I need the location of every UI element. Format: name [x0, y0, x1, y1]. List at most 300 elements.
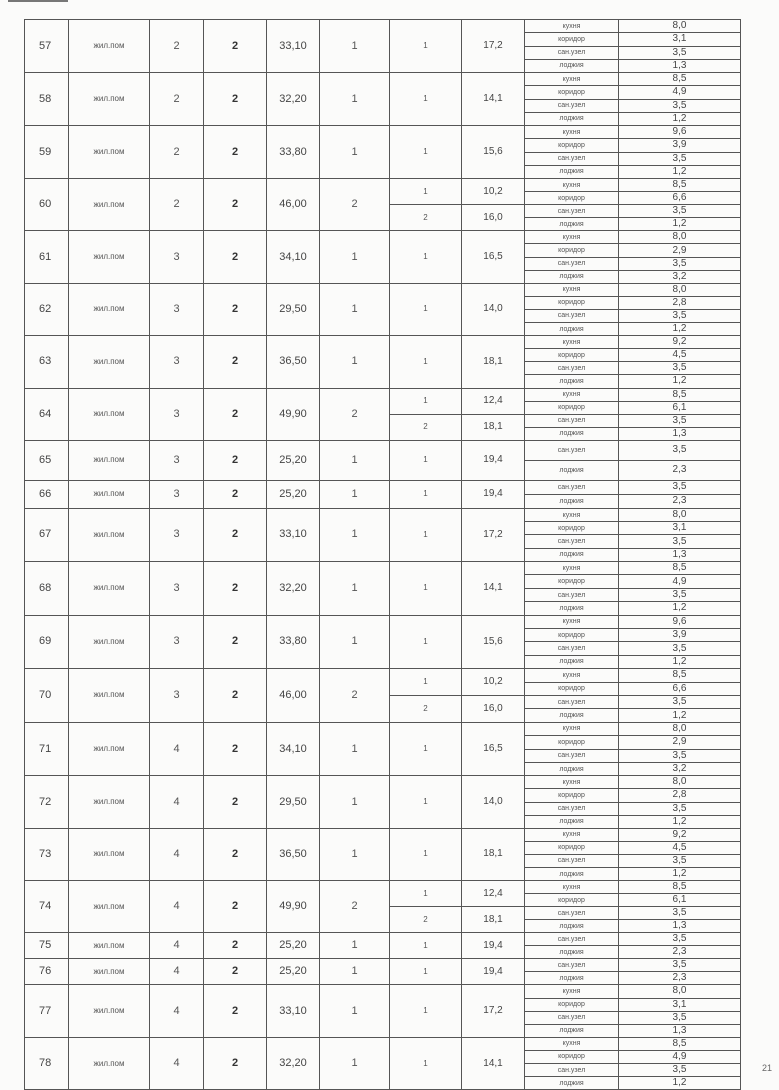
auxiliary-room-name: кухня — [525, 336, 619, 349]
premises-type: жил.пом — [69, 480, 150, 508]
column-4-value: 2 — [204, 881, 267, 933]
apartment-number: 65 — [25, 440, 69, 480]
apartment-number: 78 — [25, 1037, 69, 1089]
premises-type: жил.пом — [69, 126, 150, 179]
auxiliary-room-name: сан.узел — [525, 802, 619, 815]
auxiliary-room-area: 4,9 — [619, 86, 741, 99]
living-room-area: 17,2 — [462, 508, 525, 561]
living-room-area: 16,5 — [462, 231, 525, 283]
auxiliary-room-area: 9,2 — [619, 828, 741, 841]
room-count: 2 — [320, 669, 390, 723]
auxiliary-room-area: 1,2 — [619, 815, 741, 828]
table-row — [25, 669, 741, 682]
table-row — [25, 388, 741, 401]
room-count: 1 — [320, 828, 390, 880]
auxiliary-room-name: лоджия — [525, 165, 619, 178]
total-area: 46,00 — [267, 179, 320, 231]
auxiliary-room-area: 4,9 — [619, 575, 741, 588]
auxiliary-room-name: сан.узел — [525, 749, 619, 762]
total-area: 25,20 — [267, 959, 320, 985]
living-room-area: 19,4 — [462, 959, 525, 985]
living-room-number: 1 — [390, 669, 462, 696]
table-row — [25, 776, 741, 789]
floor: 4 — [150, 959, 204, 985]
living-room-area: 17,2 — [462, 20, 525, 73]
apartment-number: 59 — [25, 126, 69, 179]
table-row — [25, 959, 741, 972]
premises-type: жил.пом — [69, 722, 150, 776]
room-count: 1 — [320, 440, 390, 480]
auxiliary-room-name: кухня — [525, 388, 619, 401]
auxiliary-room-area: 3,5 — [619, 588, 741, 601]
auxiliary-room-area: 8,0 — [619, 508, 741, 521]
premises-type: жил.пом — [69, 985, 150, 1037]
auxiliary-room-name: сан.узел — [525, 1011, 619, 1024]
auxiliary-room-area: 3,5 — [619, 933, 741, 946]
total-area: 32,20 — [267, 1037, 320, 1089]
floor: 3 — [150, 508, 204, 561]
auxiliary-room-area: 8,0 — [619, 985, 741, 998]
living-room-area: 15,6 — [462, 615, 525, 669]
premises-type: жил.пом — [69, 881, 150, 933]
auxiliary-room-name: коридор — [525, 629, 619, 642]
auxiliary-room-name: коридор — [525, 244, 619, 257]
floor: 3 — [150, 669, 204, 723]
auxiliary-room-area: 8,5 — [619, 562, 741, 575]
living-room-number: 2 — [390, 907, 462, 933]
room-count: 2 — [320, 179, 390, 231]
auxiliary-room-area: 2,9 — [619, 244, 741, 257]
auxiliary-room-area: 1,3 — [619, 59, 741, 72]
floor: 4 — [150, 985, 204, 1037]
auxiliary-room-area: 3,1 — [619, 998, 741, 1011]
floor: 3 — [150, 562, 204, 616]
auxiliary-room-area: 1,3 — [619, 427, 741, 440]
page-number: 21 — [762, 1063, 773, 1073]
total-area: 33,10 — [267, 20, 320, 73]
room-count: 2 — [320, 881, 390, 933]
auxiliary-room-name: кухня — [525, 881, 619, 894]
auxiliary-room-area: 8,5 — [619, 669, 741, 682]
auxiliary-room-area: 1,2 — [619, 375, 741, 388]
living-room-number: 1 — [390, 959, 462, 985]
living-room-number: 1 — [390, 776, 462, 828]
auxiliary-room-name: сан.узел — [525, 854, 619, 867]
column-4-value: 2 — [204, 669, 267, 723]
floor: 2 — [150, 126, 204, 179]
apartment-number: 67 — [25, 508, 69, 561]
table-row — [25, 881, 741, 894]
auxiliary-room-name: сан.узел — [525, 46, 619, 59]
premises-type: жил.пом — [69, 776, 150, 828]
auxiliary-room-area: 3,5 — [619, 1011, 741, 1024]
living-room-number: 1 — [390, 933, 462, 959]
living-room-number: 1 — [390, 508, 462, 561]
table-row — [25, 283, 741, 296]
column-4-value: 2 — [204, 231, 267, 283]
auxiliary-room-name: коридор — [525, 86, 619, 99]
total-area: 34,10 — [267, 722, 320, 776]
apartment-number: 66 — [25, 480, 69, 508]
floor: 3 — [150, 231, 204, 283]
auxiliary-room-area: 8,0 — [619, 722, 741, 735]
column-4-value: 2 — [204, 283, 267, 335]
total-area: 36,50 — [267, 336, 320, 388]
apartments-table — [24, 19, 741, 1090]
apartment-number: 60 — [25, 179, 69, 231]
premises-type: жил.пом — [69, 562, 150, 616]
room-count: 1 — [320, 73, 390, 126]
apartment-number: 61 — [25, 231, 69, 283]
living-room-area: 12,4 — [462, 881, 525, 907]
column-4-value: 2 — [204, 562, 267, 616]
living-room-number: 1 — [390, 283, 462, 335]
room-count: 1 — [320, 776, 390, 828]
auxiliary-room-area: 8,0 — [619, 776, 741, 789]
living-room-area: 14,1 — [462, 73, 525, 126]
premises-type: жил.пом — [69, 959, 150, 985]
auxiliary-room-name: лоджия — [525, 602, 619, 615]
auxiliary-room-area: 3,5 — [619, 749, 741, 762]
scan-edge-line — [8, 0, 68, 2]
floor: 3 — [150, 388, 204, 440]
floor: 3 — [150, 336, 204, 388]
premises-type: жил.пом — [69, 388, 150, 440]
auxiliary-room-name: сан.узел — [525, 959, 619, 972]
total-area: 36,50 — [267, 828, 320, 880]
living-room-number: 1 — [390, 615, 462, 669]
auxiliary-room-name: коридор — [525, 841, 619, 854]
living-room-number: 1 — [390, 480, 462, 508]
column-4-value: 2 — [204, 1037, 267, 1089]
living-room-area: 18,1 — [462, 907, 525, 933]
total-area: 34,10 — [267, 231, 320, 283]
auxiliary-room-name: сан.узел — [525, 480, 619, 494]
auxiliary-room-name: сан.узел — [525, 152, 619, 165]
floor: 3 — [150, 480, 204, 508]
auxiliary-room-area: 1,3 — [619, 548, 741, 561]
auxiliary-room-area: 1,2 — [619, 218, 741, 231]
living-room-number: 1 — [390, 722, 462, 776]
auxiliary-room-area: 2,3 — [619, 460, 741, 480]
auxiliary-room-area: 3,5 — [619, 362, 741, 375]
auxiliary-room-name: лоджия — [525, 972, 619, 985]
auxiliary-room-area: 3,5 — [619, 802, 741, 815]
column-4-value: 2 — [204, 959, 267, 985]
living-room-area: 19,4 — [462, 480, 525, 508]
living-room-number: 2 — [390, 695, 462, 722]
total-area: 46,00 — [267, 669, 320, 723]
column-4-value: 2 — [204, 985, 267, 1037]
column-4-value: 2 — [204, 440, 267, 480]
apartment-number: 73 — [25, 828, 69, 880]
column-4-value: 2 — [204, 480, 267, 508]
apartment-number: 68 — [25, 562, 69, 616]
table-row — [25, 508, 741, 521]
total-area: 29,50 — [267, 283, 320, 335]
room-count: 1 — [320, 933, 390, 959]
floor: 4 — [150, 722, 204, 776]
auxiliary-room-area: 3,9 — [619, 629, 741, 642]
room-count: 1 — [320, 508, 390, 561]
auxiliary-room-name: лоджия — [525, 427, 619, 440]
table-row — [25, 985, 741, 998]
apartment-number: 70 — [25, 669, 69, 723]
table-row — [25, 1037, 741, 1050]
auxiliary-room-name: сан.узел — [525, 257, 619, 270]
premises-type: жил.пом — [69, 1037, 150, 1089]
total-area: 33,10 — [267, 985, 320, 1037]
total-area: 49,90 — [267, 388, 320, 440]
auxiliary-room-name: коридор — [525, 33, 619, 46]
living-room-area: 19,4 — [462, 933, 525, 959]
auxiliary-room-name: лоджия — [525, 375, 619, 388]
column-4-value: 2 — [204, 722, 267, 776]
auxiliary-room-name: лоджия — [525, 1024, 619, 1037]
total-area: 32,20 — [267, 562, 320, 616]
table-row — [25, 336, 741, 349]
auxiliary-room-name: коридор — [525, 139, 619, 152]
living-room-number: 1 — [390, 1037, 462, 1089]
apartment-number: 72 — [25, 776, 69, 828]
premises-type: жил.пом — [69, 508, 150, 561]
living-room-area: 18,1 — [462, 336, 525, 388]
living-room-area: 16,0 — [462, 205, 525, 231]
floor: 4 — [150, 828, 204, 880]
auxiliary-room-name: сан.узел — [525, 695, 619, 708]
column-4-value: 2 — [204, 126, 267, 179]
auxiliary-room-name: коридор — [525, 401, 619, 414]
auxiliary-room-name: лоджия — [525, 709, 619, 722]
floor: 3 — [150, 440, 204, 480]
living-room-area: 10,2 — [462, 179, 525, 205]
living-room-number: 1 — [390, 179, 462, 205]
total-area: 25,20 — [267, 933, 320, 959]
auxiliary-room-name: лоджия — [525, 218, 619, 231]
auxiliary-room-area: 3,5 — [619, 535, 741, 548]
room-count: 1 — [320, 336, 390, 388]
auxiliary-room-name: коридор — [525, 296, 619, 309]
auxiliary-room-area: 4,5 — [619, 349, 741, 362]
room-count: 2 — [320, 388, 390, 440]
living-room-number: 1 — [390, 440, 462, 480]
room-count: 1 — [320, 562, 390, 616]
apartment-number: 62 — [25, 283, 69, 335]
apartment-number: 75 — [25, 933, 69, 959]
premises-type: жил.пом — [69, 615, 150, 669]
living-room-area: 19,4 — [462, 440, 525, 480]
apartment-number: 64 — [25, 388, 69, 440]
living-room-area: 14,1 — [462, 1037, 525, 1089]
column-4-value: 2 — [204, 828, 267, 880]
auxiliary-room-area: 6,6 — [619, 192, 741, 205]
apartment-number: 76 — [25, 959, 69, 985]
auxiliary-room-name: коридор — [525, 522, 619, 535]
floor: 4 — [150, 933, 204, 959]
total-area: 49,90 — [267, 881, 320, 933]
auxiliary-room-name: лоджия — [525, 655, 619, 668]
floor: 2 — [150, 73, 204, 126]
column-4-value: 2 — [204, 73, 267, 126]
living-room-area: 16,5 — [462, 722, 525, 776]
column-4-value: 2 — [204, 933, 267, 959]
column-4-value: 2 — [204, 508, 267, 561]
auxiliary-room-name: сан.узел — [525, 907, 619, 920]
auxiliary-room-area: 3,1 — [619, 33, 741, 46]
auxiliary-room-name: лоджия — [525, 762, 619, 775]
auxiliary-room-name: сан.узел — [525, 99, 619, 112]
apartment-number: 63 — [25, 336, 69, 388]
auxiliary-room-area: 3,5 — [619, 959, 741, 972]
auxiliary-room-name: лоджия — [525, 59, 619, 72]
floor: 3 — [150, 615, 204, 669]
auxiliary-room-area: 2,3 — [619, 972, 741, 985]
premises-type: жил.пом — [69, 828, 150, 880]
auxiliary-room-name: лоджия — [525, 460, 619, 480]
auxiliary-room-name: кухня — [525, 615, 619, 628]
premises-type: жил.пом — [69, 440, 150, 480]
auxiliary-room-name: лоджия — [525, 1077, 619, 1090]
auxiliary-room-name: кухня — [525, 283, 619, 296]
living-room-number: 1 — [390, 126, 462, 179]
auxiliary-room-name: сан.узел — [525, 440, 619, 460]
auxiliary-room-name: лоджия — [525, 323, 619, 336]
auxiliary-room-name: кухня — [525, 508, 619, 521]
auxiliary-room-name: сан.узел — [525, 309, 619, 322]
table-row — [25, 179, 741, 192]
auxiliary-room-area: 6,1 — [619, 894, 741, 907]
column-4-value: 2 — [204, 388, 267, 440]
auxiliary-room-area: 3,5 — [619, 205, 741, 218]
auxiliary-room-name: кухня — [525, 73, 619, 86]
auxiliary-room-name: кухня — [525, 231, 619, 244]
living-room-number: 1 — [390, 881, 462, 907]
auxiliary-room-area: 2,9 — [619, 736, 741, 749]
auxiliary-room-area: 1,3 — [619, 920, 741, 933]
living-room-area: 18,1 — [462, 828, 525, 880]
auxiliary-room-name: коридор — [525, 192, 619, 205]
auxiliary-room-area: 1,2 — [619, 602, 741, 615]
auxiliary-room-name: лоджия — [525, 867, 619, 880]
apartment-number: 77 — [25, 985, 69, 1037]
living-room-number: 1 — [390, 231, 462, 283]
auxiliary-room-area: 8,0 — [619, 283, 741, 296]
living-room-area: 12,4 — [462, 388, 525, 414]
auxiliary-room-area: 3,5 — [619, 414, 741, 427]
auxiliary-room-name: коридор — [525, 1050, 619, 1063]
auxiliary-room-area: 3,5 — [619, 99, 741, 112]
auxiliary-room-name: лоджия — [525, 946, 619, 959]
auxiliary-room-area: 8,0 — [619, 231, 741, 244]
floor: 2 — [150, 20, 204, 73]
table-row — [25, 615, 741, 628]
table-row — [25, 933, 741, 946]
apartment-number: 58 — [25, 73, 69, 126]
auxiliary-room-name: сан.узел — [525, 535, 619, 548]
room-count: 1 — [320, 1037, 390, 1089]
column-4-value: 2 — [204, 336, 267, 388]
total-area: 29,50 — [267, 776, 320, 828]
auxiliary-room-name: сан.узел — [525, 933, 619, 946]
table-row — [25, 126, 741, 139]
auxiliary-room-name: кухня — [525, 179, 619, 192]
table-row — [25, 722, 741, 735]
living-room-area: 18,1 — [462, 414, 525, 440]
auxiliary-room-area: 3,5 — [619, 854, 741, 867]
premises-type: жил.пом — [69, 20, 150, 73]
total-area: 25,20 — [267, 480, 320, 508]
auxiliary-room-name: кухня — [525, 722, 619, 735]
table-row — [25, 480, 741, 494]
auxiliary-room-name: коридор — [525, 894, 619, 907]
auxiliary-room-area: 1,2 — [619, 1077, 741, 1090]
auxiliary-room-area: 9,6 — [619, 126, 741, 139]
total-area: 33,10 — [267, 508, 320, 561]
auxiliary-room-area: 8,0 — [619, 20, 741, 33]
auxiliary-room-name: коридор — [525, 349, 619, 362]
auxiliary-room-area: 3,5 — [619, 309, 741, 322]
auxiliary-room-area: 2,3 — [619, 946, 741, 959]
apartment-number: 74 — [25, 881, 69, 933]
living-room-area: 17,2 — [462, 985, 525, 1037]
living-room-number: 1 — [390, 828, 462, 880]
auxiliary-room-name: сан.узел — [525, 362, 619, 375]
auxiliary-room-area: 8,5 — [619, 1037, 741, 1050]
total-area: 33,80 — [267, 615, 320, 669]
auxiliary-room-area: 1,2 — [619, 112, 741, 125]
auxiliary-room-area: 3,5 — [619, 152, 741, 165]
auxiliary-room-area: 3,5 — [619, 1064, 741, 1077]
auxiliary-room-name: кухня — [525, 669, 619, 682]
living-room-area: 15,6 — [462, 126, 525, 179]
auxiliary-room-area: 9,6 — [619, 615, 741, 628]
auxiliary-room-name: кухня — [525, 776, 619, 789]
auxiliary-room-name: кухня — [525, 20, 619, 33]
auxiliary-room-name: лоджия — [525, 548, 619, 561]
room-count: 1 — [320, 231, 390, 283]
auxiliary-room-area: 9,2 — [619, 336, 741, 349]
auxiliary-room-area: 3,5 — [619, 440, 741, 460]
auxiliary-room-name: сан.узел — [525, 588, 619, 601]
room-count: 1 — [320, 959, 390, 985]
room-count: 1 — [320, 20, 390, 73]
auxiliary-room-name: лоджия — [525, 270, 619, 283]
room-count: 1 — [320, 480, 390, 508]
column-4-value: 2 — [204, 179, 267, 231]
living-room-area: 14,1 — [462, 562, 525, 616]
auxiliary-room-name: кухня — [525, 126, 619, 139]
auxiliary-room-name: кухня — [525, 985, 619, 998]
premises-type: жил.пом — [69, 231, 150, 283]
auxiliary-room-area: 8,5 — [619, 388, 741, 401]
total-area: 25,20 — [267, 440, 320, 480]
total-area: 33,80 — [267, 126, 320, 179]
auxiliary-room-name: кухня — [525, 562, 619, 575]
auxiliary-room-area: 1,2 — [619, 655, 741, 668]
auxiliary-room-area: 3,2 — [619, 270, 741, 283]
auxiliary-room-name: коридор — [525, 682, 619, 695]
living-room-area: 16,0 — [462, 695, 525, 722]
living-room-area: 14,0 — [462, 776, 525, 828]
auxiliary-room-name: коридор — [525, 736, 619, 749]
auxiliary-room-area: 3,9 — [619, 139, 741, 152]
auxiliary-room-name: сан.узел — [525, 414, 619, 427]
premises-type: жил.пом — [69, 179, 150, 231]
auxiliary-room-name: лоджия — [525, 112, 619, 125]
apartment-number: 57 — [25, 20, 69, 73]
floor: 3 — [150, 283, 204, 335]
auxiliary-room-area: 2,8 — [619, 789, 741, 802]
